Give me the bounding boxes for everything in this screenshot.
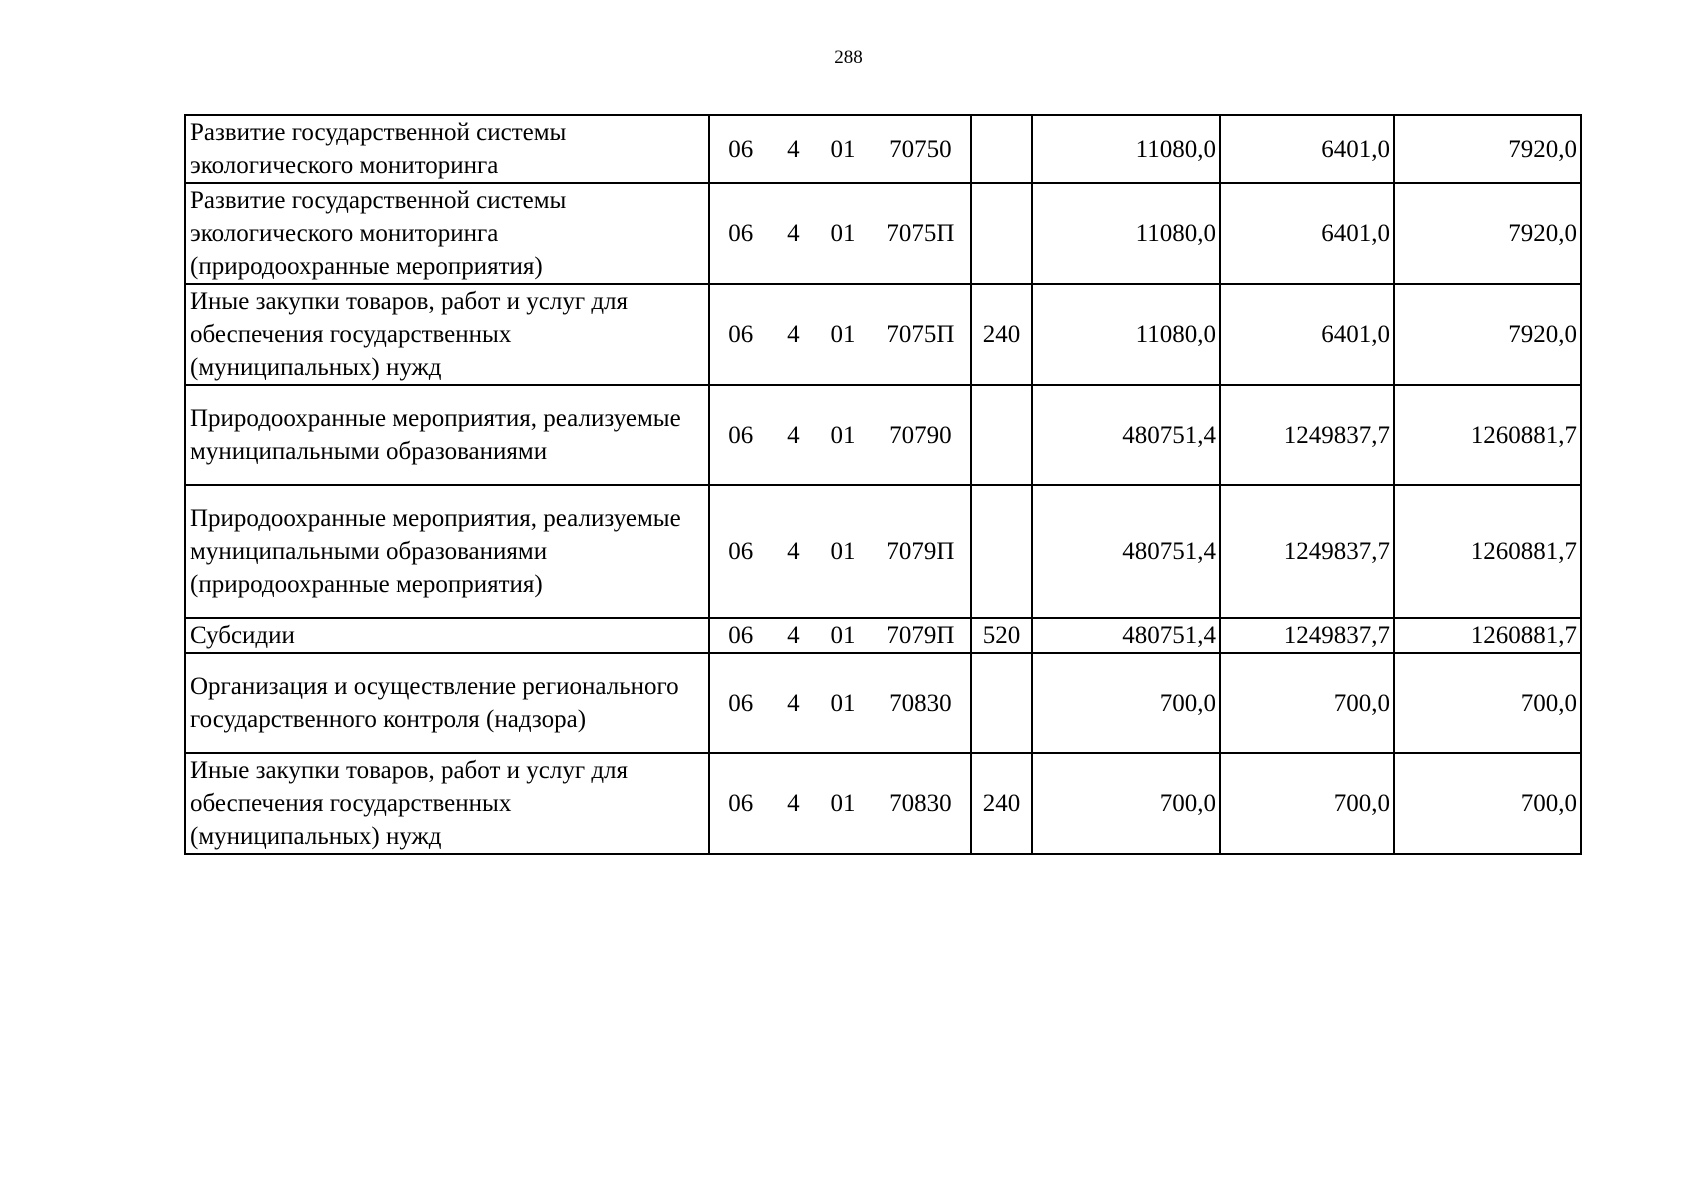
- row-codes-cell: [709, 385, 971, 485]
- amount-year2-cell: 6401,0: [1220, 115, 1394, 183]
- amount-year1-cell: 480751,4: [1032, 618, 1220, 653]
- amount-year1-cell: 11080,0: [1032, 284, 1220, 385]
- amount-year2-cell: 1249837,7: [1220, 485, 1394, 618]
- expense-type-cell: [971, 115, 1032, 183]
- table-row: [185, 653, 1581, 753]
- amount-year3-cell: 700,0: [1394, 753, 1581, 854]
- row-codes-group: [710, 619, 970, 652]
- row-codes-cell: [709, 183, 971, 284]
- section-code: 06: [728, 220, 754, 247]
- subprogram-code: 01: [830, 421, 856, 449]
- subprogram-code: 01: [830, 538, 856, 565]
- program-code: 4: [787, 220, 800, 247]
- budget-table-body: [185, 115, 1581, 854]
- budget-table: [184, 114, 1582, 855]
- direction-code: 70830: [889, 689, 952, 717]
- direction-code: 70750: [889, 135, 952, 163]
- subprogram-code: 01: [830, 220, 856, 247]
- amount-year1-cell: 11080,0: [1032, 115, 1220, 183]
- row-codes-cell: [709, 753, 971, 854]
- amount-year2-cell: 1249837,7: [1220, 385, 1394, 485]
- amount-year2-cell: 6401,0: [1220, 284, 1394, 385]
- amount-year1-cell: 480751,4: [1032, 385, 1220, 485]
- amount-year2-cell: 1249837,7: [1220, 618, 1394, 653]
- expense-type-cell: 520: [971, 618, 1032, 653]
- program-code: 4: [787, 790, 800, 817]
- program-code: 4: [787, 689, 800, 717]
- section-code: 06: [728, 421, 754, 449]
- amount-year3-cell: 700,0: [1394, 653, 1581, 753]
- program-code: 4: [787, 622, 800, 649]
- subprogram-code: 01: [830, 135, 856, 163]
- expense-type-cell: [971, 385, 1032, 485]
- expense-type-cell: 240: [971, 284, 1032, 385]
- direction-code: 7075П: [886, 321, 955, 348]
- section-code: 06: [728, 689, 754, 717]
- table-row: [185, 115, 1581, 183]
- section-code: 06: [728, 622, 754, 649]
- row-codes-group: [710, 687, 970, 720]
- direction-code: 7075П: [886, 220, 955, 247]
- row-name-cell: Природоохранные мероприятия, реализуемые муниципальными образованиями: [185, 385, 709, 485]
- amount-year1-cell: 480751,4: [1032, 485, 1220, 618]
- amount-year1-cell: 11080,0: [1032, 183, 1220, 284]
- amount-year3-cell: 1260881,7: [1394, 485, 1581, 618]
- direction-code: 70830: [889, 790, 952, 817]
- page-number: 288: [834, 47, 863, 68]
- subprogram-code: 01: [830, 321, 856, 348]
- row-codes-cell: [709, 618, 971, 653]
- subprogram-code: 01: [830, 790, 856, 817]
- expense-type-cell: [971, 485, 1032, 618]
- row-codes-group: [710, 318, 970, 351]
- expense-type-cell: [971, 653, 1032, 753]
- expense-type-cell: 240: [971, 753, 1032, 854]
- direction-code: 7079П: [886, 538, 955, 565]
- table-row: [185, 183, 1581, 284]
- subprogram-code: 01: [830, 622, 856, 649]
- row-codes-cell: [709, 284, 971, 385]
- amount-year1-cell: 700,0: [1032, 753, 1220, 854]
- section-code: 06: [728, 135, 754, 163]
- table-row: [185, 753, 1581, 854]
- program-code: 4: [787, 321, 800, 348]
- amount-year2-cell: 700,0: [1220, 653, 1394, 753]
- row-codes-cell: [709, 485, 971, 618]
- section-code: 06: [728, 790, 754, 817]
- amount-year1-cell: 700,0: [1032, 653, 1220, 753]
- section-code: 06: [728, 538, 754, 565]
- amount-year2-cell: 6401,0: [1220, 183, 1394, 284]
- program-code: 4: [787, 421, 800, 449]
- direction-code: 70790: [889, 421, 952, 449]
- row-codes-group: [710, 419, 970, 452]
- row-name-cell: Иные закупки товаров, работ и услуг для обеспечения государственных (муниципальных) нужд: [185, 284, 709, 385]
- row-codes-group: [710, 787, 970, 820]
- table-row: [185, 618, 1581, 653]
- table-row: [185, 385, 1581, 485]
- program-code: 4: [787, 538, 800, 565]
- section-code: 06: [728, 321, 754, 348]
- row-name-cell: Природоохранные мероприятия, реализуемые муниципальными образованиями (природоохранные мероприятия): [185, 485, 709, 618]
- program-code: 4: [787, 135, 800, 163]
- row-codes-cell: [709, 115, 971, 183]
- row-codes-cell: [709, 653, 971, 753]
- subprogram-code: 01: [830, 689, 856, 717]
- amount-year3-cell: 7920,0: [1394, 284, 1581, 385]
- row-name-cell: Организация и осуществление регионального государственного контроля (надзора): [185, 653, 709, 753]
- table-row: [185, 485, 1581, 618]
- row-name-cell: Развитие государственной системы экологического мониторинга: [185, 115, 709, 183]
- row-name-cell: Развитие государственной системы экологического мониторинга (природоохранные мероприятия): [185, 183, 709, 284]
- amount-year2-cell: 700,0: [1220, 753, 1394, 854]
- row-codes-group: [710, 133, 970, 166]
- row-name-cell: Иные закупки товаров, работ и услуг для обеспечения государственных (муниципальных) нужд: [185, 753, 709, 854]
- amount-year3-cell: 1260881,7: [1394, 385, 1581, 485]
- row-codes-group: [710, 217, 970, 250]
- row-name-cell: Субсидии: [185, 618, 709, 653]
- amount-year3-cell: 7920,0: [1394, 183, 1581, 284]
- expense-type-cell: [971, 183, 1032, 284]
- table-row: [185, 284, 1581, 385]
- amount-year3-cell: 1260881,7: [1394, 618, 1581, 653]
- amount-year3-cell: 7920,0: [1394, 115, 1581, 183]
- direction-code: 7079П: [886, 622, 955, 649]
- row-codes-group: [710, 535, 970, 568]
